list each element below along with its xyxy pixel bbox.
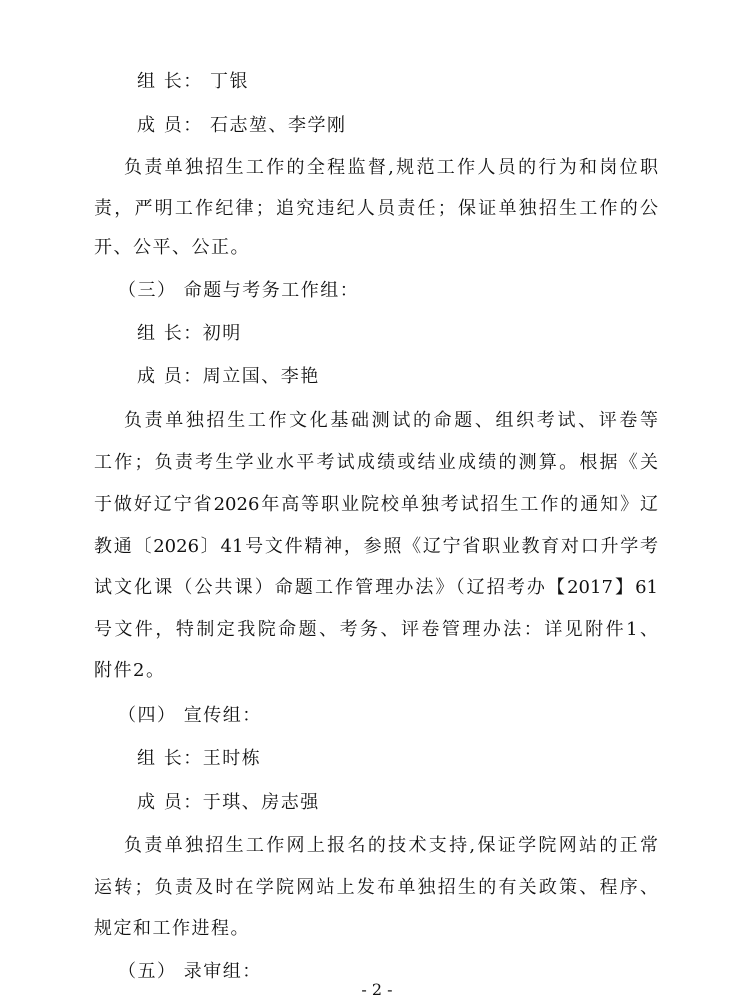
paragraph-line: 开、公平、公正。 [94,237,250,258]
section-heading: （三） 命题与考务工作组： [118,280,360,301]
paragraph-line: 规定和工作进程。 [94,918,250,939]
group-leader-line: 组 长： 丁银 [137,71,249,92]
section-heading: （四） 宣传组： [118,705,262,726]
paragraph-line: 运转；负责及时在学院网站上发布单独招生的有关政策、程序、 [94,877,658,898]
group-members-line: 成 员：于琪、房志强 [137,792,320,813]
paragraph-line: 工作；负责考生学业水平考试成绩或结业成绩的测算。根据《关 [94,452,658,473]
paragraph-line: 于做好辽宁省2026年高等职业院校单独考试招生工作的通知》辽 [94,494,658,515]
paragraph-line: 教通〔2026〕41号文件精神，参照《辽宁省职业教育对口升学考 [94,536,658,557]
group-members-line: 成 员：周立国、李艳 [137,366,320,387]
group-leader-line: 组 长：王时栋 [137,748,262,769]
group-leader-line: 组 长：初明 [137,323,242,344]
paragraph-line: 负责单独招生工作文化基础测试的命题、组织考试、评卷等 [124,410,658,431]
paragraph-line: 负责单独招生工作的全程监督,规范工作人员的行为和岗位职 [124,157,658,178]
paragraph-line: 责，严明工作纪律；追究违纪人员责任；保证单独招生工作的公 [94,198,658,219]
paragraph-line: 负责单独招生工作网上报名的技术支持,保证学院网站的正常 [124,835,658,856]
group-members-line: 成 员： 石志堃、李学刚 [137,115,347,136]
page-number: - 2 - [361,980,393,999]
paragraph-line: 附件2。 [94,660,166,681]
paragraph-line: 号文件，特制定我院命题、考务、评卷管理办法：详见附件1、 [94,619,658,640]
section-heading: （五） 录审组： [118,961,262,982]
paragraph-line: 试文化课（公共课）命题工作管理办法》（辽招考办【2017】61 [94,577,658,598]
